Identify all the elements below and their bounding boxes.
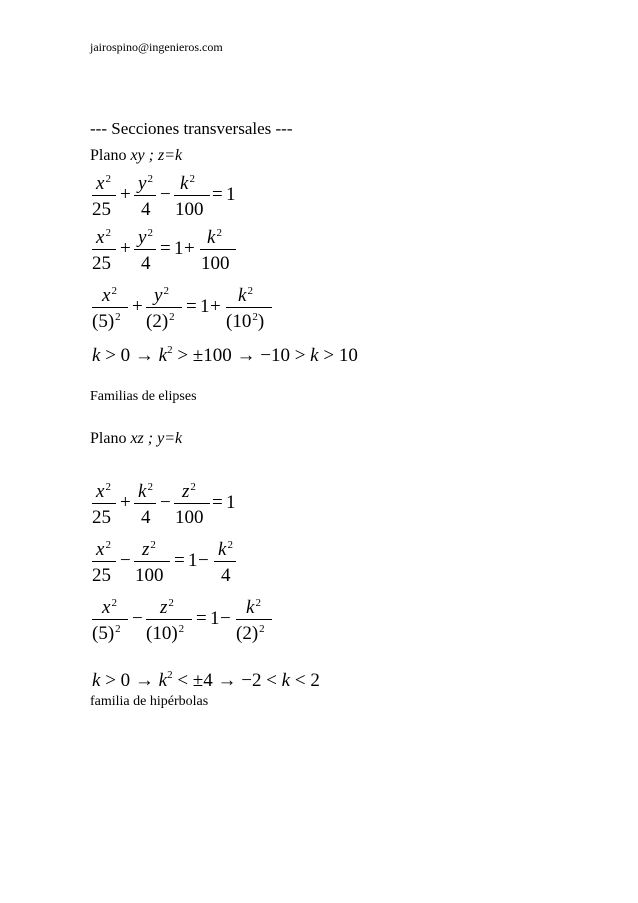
equation-xz-2 <box>90 534 510 594</box>
denominator-100: 100 <box>175 507 204 528</box>
fraction-bar <box>92 249 116 250</box>
numerator-k2: $k^2$ <box>138 481 153 502</box>
operator-equals: = <box>186 296 197 317</box>
plane-xz-heading <box>90 430 182 448</box>
section-title: --- Secciones transversales --- <box>90 119 293 138</box>
condition-xy: $k > 0 \to k^2 > \pm 100 \to -10 > k > 10$ <box>92 344 358 366</box>
fraction-bar <box>92 561 116 562</box>
denominator-4: 4 <box>141 507 151 528</box>
fraction-bar <box>134 503 156 504</box>
denominator-2-squared: $(2)^2$ <box>236 623 265 644</box>
denominator-25: 25 <box>92 199 111 220</box>
operator-minus: − <box>220 608 231 629</box>
denominator-4: 4 <box>141 199 151 220</box>
numerator-k2: $k^2$ <box>218 539 233 560</box>
fraction-bar <box>200 249 236 250</box>
conclusion-xy: Familias de elipses <box>90 389 197 404</box>
numerator-k2: $k^2$ <box>246 597 261 618</box>
operator-plus: + <box>132 296 143 317</box>
author-email: jairospino@ingenieros.com <box>90 40 223 54</box>
numerator-z2: $z^2$ <box>142 539 156 560</box>
fraction-bar <box>134 195 156 196</box>
value-one: 1 <box>210 608 220 629</box>
equation-xy-2 <box>90 222 510 282</box>
operator-equals: = <box>212 492 223 513</box>
numerator-x2: $x^2$ <box>96 227 111 248</box>
numerator-y2: $y^2$ <box>138 173 153 194</box>
plane-xz-label: Plano <box>90 430 127 447</box>
numerator-z2: $z^2$ <box>160 597 174 618</box>
operator-minus: − <box>132 608 143 629</box>
denominator-4: 4 <box>141 253 151 274</box>
equation-xz-1 <box>90 476 510 536</box>
fraction-bar <box>92 619 128 620</box>
conclusion-xz: familia de hipérbolas <box>90 694 209 709</box>
operator-plus: + <box>210 296 221 317</box>
denominator-4: 4 <box>221 565 231 586</box>
fraction-bar <box>174 195 210 196</box>
operator-equals: = <box>174 550 185 571</box>
condition-xz: $k > 0 \to k^2 < \pm 4 \to -2 < k < 2$ <box>92 669 320 691</box>
numerator-k2: $k^2$ <box>207 227 222 248</box>
operator-plus: + <box>120 184 131 205</box>
denominator-100: 100 <box>135 565 164 586</box>
fraction-bar <box>92 503 116 504</box>
denominator-25: 25 <box>92 507 111 528</box>
value-one: 1 <box>200 296 210 317</box>
fraction-bar <box>92 195 116 196</box>
value-one: 1 <box>226 492 236 513</box>
plane-xz-condition: xz ; y=k <box>130 430 183 447</box>
operator-minus: − <box>120 550 131 571</box>
numerator-x2: $x^2$ <box>96 173 111 194</box>
denominator-100: 100 <box>175 199 204 220</box>
value-one: 1 <box>226 184 236 205</box>
numerator-y2: $y^2$ <box>154 285 169 306</box>
plane-xy-condition: xy ; z=k <box>130 147 183 164</box>
fraction-bar <box>146 307 182 308</box>
operator-equals: = <box>196 608 207 629</box>
numerator-y2: $y^2$ <box>138 227 153 248</box>
equation-xy-1 <box>90 168 510 228</box>
operator-equals: = <box>212 184 223 205</box>
numerator-x2: $x^2$ <box>96 539 111 560</box>
fraction-bar <box>214 561 236 562</box>
plane-xy-heading <box>90 147 182 165</box>
operator-minus: − <box>198 550 209 571</box>
denominator-2-squared: $(2)^2$ <box>146 311 175 332</box>
numerator-k2: $k^2$ <box>238 285 253 306</box>
equation-xz-3 <box>90 592 510 652</box>
denominator-25: 25 <box>92 253 111 274</box>
operator-plus: + <box>184 238 195 259</box>
denominator-10-squared: $(10)^2$ <box>146 623 185 644</box>
denominator-10-squared: $(10^2)$ <box>226 311 265 332</box>
value-one: 1 <box>174 238 184 259</box>
fraction-bar <box>236 619 272 620</box>
equation-xy-3 <box>90 280 510 340</box>
numerator-k2: $k^2$ <box>180 173 195 194</box>
operator-equals: = <box>160 238 171 259</box>
fraction-bar <box>146 619 192 620</box>
fraction-bar <box>134 561 170 562</box>
operator-minus: − <box>160 492 171 513</box>
denominator-5-squared: $(5)^2$ <box>92 623 121 644</box>
denominator-25: 25 <box>92 565 111 586</box>
value-one: 1 <box>188 550 198 571</box>
denominator-5-squared: $(5)^2$ <box>92 311 121 332</box>
numerator-z2: $z^2$ <box>182 481 196 502</box>
operator-minus: − <box>160 184 171 205</box>
numerator-x2: $x^2$ <box>102 597 117 618</box>
numerator-x2: $x^2$ <box>102 285 117 306</box>
operator-plus: + <box>120 238 131 259</box>
operator-plus: + <box>120 492 131 513</box>
plane-xy-label: Plano <box>90 147 127 164</box>
numerator-x2: $x^2$ <box>96 481 111 502</box>
fraction-bar <box>92 307 128 308</box>
fraction-bar <box>174 503 210 504</box>
denominator-100: 100 <box>201 253 230 274</box>
fraction-bar <box>134 249 156 250</box>
fraction-bar <box>226 307 272 308</box>
